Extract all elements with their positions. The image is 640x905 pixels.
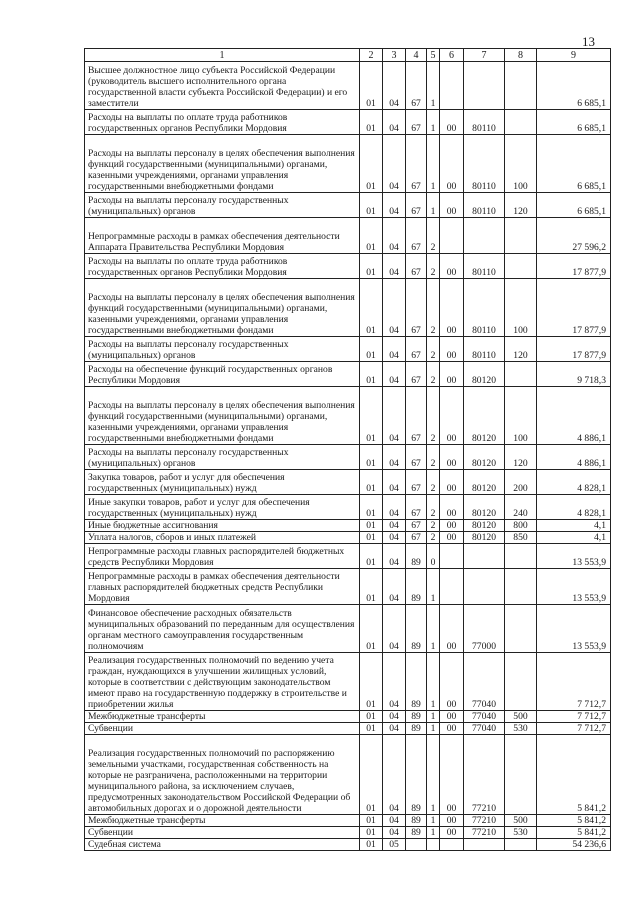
row-description: Расходы на выплаты персоналу государственных (муниципальных) органов <box>85 193 360 218</box>
direction-code: 77040 <box>464 711 505 723</box>
row-description: Непрограммные расходы в рамках обеспечения деятельности главных распорядителей бюджетных средств Республики Мордовия <box>85 569 360 605</box>
subprogram-code: 1 <box>427 569 440 605</box>
section-code: 01 <box>360 445 383 470</box>
header-cell: 4 <box>406 49 427 62</box>
program-code: 67 <box>406 193 427 218</box>
expense-type-code: 120 <box>505 193 537 218</box>
direction-code: 77210 <box>464 815 505 827</box>
header-cell: 9 <box>537 49 611 62</box>
row-description: Расходы на выплаты персоналу в целях обеспечения выполнения функций государственными (муниципальными) органами, казенными учреждениями, органами управления государственными внебюджетными фондами <box>85 279 360 337</box>
direction-code: 80110 <box>464 337 505 362</box>
amount: 7 712,7 <box>537 653 611 711</box>
program-code: 89 <box>406 569 427 605</box>
section-code: 01 <box>360 605 383 653</box>
section-code: 01 <box>360 827 383 839</box>
subprogram-code: 2 <box>427 362 440 387</box>
row-description: Субвенции <box>85 723 360 735</box>
direction-code <box>464 62 505 110</box>
expense-type-code: 240 <box>505 495 537 520</box>
program-code <box>406 839 427 851</box>
expense-type-code: 200 <box>505 470 537 495</box>
table-body <box>85 62 611 851</box>
section-code: 01 <box>360 735 383 815</box>
program-code: 67 <box>406 110 427 135</box>
measure-code: 00 <box>440 110 464 135</box>
expense-type-code <box>505 254 537 279</box>
row-description: Межбюджетные трансферты <box>85 815 360 827</box>
header-cell: 8 <box>505 49 537 62</box>
row-description: Реализация государственных полномочий по распоряжению земельными участками, государственная собственность на которые не разграничена, расположенными на территории муниципального района, за исключением случаев, предусмотренных законодательством Российской Федерации об автомобильных дорогах и о дорожной деятельности <box>85 735 360 815</box>
direction-code: 80120 <box>464 387 505 445</box>
amount: 4 886,1 <box>537 445 611 470</box>
table-row <box>85 815 611 827</box>
program-code: 67 <box>406 532 427 544</box>
subsection-code: 04 <box>383 827 406 839</box>
row-description: Межбюджетные трансферты <box>85 711 360 723</box>
table-row <box>85 193 611 218</box>
amount: 5 841,2 <box>537 827 611 839</box>
table-row <box>85 735 611 815</box>
subsection-code: 04 <box>383 445 406 470</box>
subprogram-code: 2 <box>427 337 440 362</box>
subprogram-code: 2 <box>427 387 440 445</box>
subsection-code: 04 <box>383 387 406 445</box>
table-row <box>85 569 611 605</box>
amount: 5 841,2 <box>537 815 611 827</box>
table-row <box>85 653 611 711</box>
section-code: 01 <box>360 815 383 827</box>
table-row <box>85 520 611 532</box>
budget-table <box>84 48 611 851</box>
direction-code <box>464 569 505 605</box>
subsection-code: 04 <box>383 470 406 495</box>
subsection-code: 04 <box>383 62 406 110</box>
direction-code: 80110 <box>464 193 505 218</box>
expense-type-code <box>505 62 537 110</box>
measure-code <box>440 569 464 605</box>
amount: 6 685,1 <box>537 135 611 193</box>
measure-code: 00 <box>440 653 464 711</box>
table-row <box>85 254 611 279</box>
expense-type-code <box>505 839 537 851</box>
amount: 17 877,9 <box>537 279 611 337</box>
header-cell: 6 <box>440 49 464 62</box>
program-code: 89 <box>406 815 427 827</box>
table-row <box>85 62 611 110</box>
direction-code: 77210 <box>464 735 505 815</box>
program-code: 89 <box>406 711 427 723</box>
amount: 6 685,1 <box>537 110 611 135</box>
table-row <box>85 723 611 735</box>
section-code: 01 <box>360 193 383 218</box>
subprogram-code: 1 <box>427 827 440 839</box>
row-description: Расходы на выплаты по оплате труда работников государственных органов Республики Мордовия <box>85 254 360 279</box>
measure-code: 00 <box>440 532 464 544</box>
amount: 9 718,3 <box>537 362 611 387</box>
subprogram-code: 2 <box>427 254 440 279</box>
table-row <box>85 827 611 839</box>
direction-code <box>464 544 505 569</box>
expense-type-code: 100 <box>505 135 537 193</box>
amount: 13 553,9 <box>537 569 611 605</box>
subprogram-code: 1 <box>427 653 440 711</box>
header-cell: 1 <box>85 49 360 62</box>
subsection-code: 04 <box>383 279 406 337</box>
subprogram-code: 1 <box>427 735 440 815</box>
expense-type-code: 800 <box>505 520 537 532</box>
section-code: 01 <box>360 62 383 110</box>
expense-type-code <box>505 218 537 254</box>
expense-type-code: 120 <box>505 337 537 362</box>
section-code: 01 <box>360 653 383 711</box>
subsection-code: 04 <box>383 135 406 193</box>
table-row <box>85 218 611 254</box>
section-code: 01 <box>360 362 383 387</box>
subsection-code: 04 <box>383 254 406 279</box>
page-number: 13 <box>582 34 595 49</box>
header-cell: 5 <box>427 49 440 62</box>
direction-code: 80120 <box>464 495 505 520</box>
row-description: Непрограммные расходы главных распорядителей бюджетных средств Республики Мордовия <box>85 544 360 569</box>
program-code: 89 <box>406 653 427 711</box>
row-description: Расходы на выплаты персоналу государственных (муниципальных) органов <box>85 337 360 362</box>
subprogram-code: 1 <box>427 711 440 723</box>
amount: 4,1 <box>537 520 611 532</box>
expense-type-code <box>505 605 537 653</box>
table-row <box>85 532 611 544</box>
amount: 13 553,9 <box>537 544 611 569</box>
section-code: 01 <box>360 279 383 337</box>
measure-code <box>440 544 464 569</box>
amount: 27 596,2 <box>537 218 611 254</box>
table-row <box>85 362 611 387</box>
table-row <box>85 605 611 653</box>
subprogram-code: 0 <box>427 544 440 569</box>
row-description: Высшее должностное лицо субъекта Российской Федерации (руководитель высшего исполнительного органа государственной власти субъекта Российской Федерации) и его заместители <box>85 62 360 110</box>
subprogram-code: 2 <box>427 445 440 470</box>
expense-type-code <box>505 569 537 605</box>
subsection-code: 04 <box>383 735 406 815</box>
direction-code: 80120 <box>464 520 505 532</box>
direction-code: 77040 <box>464 653 505 711</box>
measure-code: 00 <box>440 362 464 387</box>
amount: 6 685,1 <box>537 193 611 218</box>
direction-code: 80110 <box>464 279 505 337</box>
measure-code: 00 <box>440 470 464 495</box>
amount: 54 236,6 <box>537 839 611 851</box>
section-code: 01 <box>360 544 383 569</box>
program-code: 89 <box>406 723 427 735</box>
subprogram-code: 2 <box>427 218 440 254</box>
table-row <box>85 839 611 851</box>
section-code: 01 <box>360 723 383 735</box>
table-row <box>85 387 611 445</box>
program-code: 89 <box>406 605 427 653</box>
subsection-code: 04 <box>383 605 406 653</box>
row-description: Расходы на выплаты персоналу в целях обеспечения выполнения функций государственными (муниципальными) органами, казенными учреждениями, органами управления государственными внебюджетными фондами <box>85 387 360 445</box>
row-description: Расходы на выплаты персоналу государственных (муниципальных) органов <box>85 445 360 470</box>
program-code: 67 <box>406 470 427 495</box>
row-description: Иные закупки товаров, работ и услуг для обеспечения государственных (муниципальных) нужд <box>85 495 360 520</box>
expense-type-code: 530 <box>505 723 537 735</box>
direction-code: 77000 <box>464 605 505 653</box>
table-row <box>85 279 611 337</box>
measure-code: 00 <box>440 735 464 815</box>
row-description: Непрограммные расходы в рамках обеспечения деятельности Аппарата Правительства Республики Мордовия <box>85 218 360 254</box>
expense-type-code: 100 <box>505 387 537 445</box>
measure-code: 00 <box>440 135 464 193</box>
subsection-code: 04 <box>383 193 406 218</box>
expense-type-code: 500 <box>505 711 537 723</box>
measure-code: 00 <box>440 520 464 532</box>
amount: 17 877,9 <box>537 254 611 279</box>
expense-type-code <box>505 653 537 711</box>
amount: 5 841,2 <box>537 735 611 815</box>
subprogram-code: 1 <box>427 193 440 218</box>
subprogram-code: 1 <box>427 135 440 193</box>
amount: 7 712,7 <box>537 711 611 723</box>
subprogram-code: 1 <box>427 815 440 827</box>
program-code: 67 <box>406 387 427 445</box>
subprogram-code: 1 <box>427 62 440 110</box>
subsection-code: 04 <box>383 110 406 135</box>
expense-type-code <box>505 544 537 569</box>
section-code: 01 <box>360 569 383 605</box>
amount: 13 553,9 <box>537 605 611 653</box>
subprogram-code: 2 <box>427 495 440 520</box>
measure-code: 00 <box>440 495 464 520</box>
table-row <box>85 110 611 135</box>
measure-code <box>440 218 464 254</box>
row-description: Расходы на выплаты персоналу в целях обеспечения выполнения функций государственными (муниципальными) органами, казенными учреждениями, органами управления государственными внебюджетными фондами <box>85 135 360 193</box>
program-code: 67 <box>406 337 427 362</box>
table-row <box>85 135 611 193</box>
expense-type-code <box>505 110 537 135</box>
section-code: 01 <box>360 839 383 851</box>
table-row <box>85 495 611 520</box>
measure-code <box>440 62 464 110</box>
row-description: Расходы на выплаты по оплате труда работников государственных органов Республики Мордовия <box>85 110 360 135</box>
amount: 4,1 <box>537 532 611 544</box>
direction-code <box>464 218 505 254</box>
row-description: Расходы на обеспечение функций государственных органов Республики Мордовия <box>85 362 360 387</box>
subprogram-code: 1 <box>427 723 440 735</box>
direction-code: 80120 <box>464 445 505 470</box>
section-code: 01 <box>360 470 383 495</box>
program-code: 67 <box>406 254 427 279</box>
subsection-code: 05 <box>383 839 406 851</box>
subsection-code: 04 <box>383 815 406 827</box>
section-code: 01 <box>360 218 383 254</box>
header-cell: 2 <box>360 49 383 62</box>
row-description: Судебная система <box>85 839 360 851</box>
header-cell: 7 <box>464 49 505 62</box>
expense-type-code <box>505 362 537 387</box>
subprogram-code: 1 <box>427 605 440 653</box>
amount: 7 712,7 <box>537 723 611 735</box>
direction-code: 77040 <box>464 723 505 735</box>
program-code: 67 <box>406 279 427 337</box>
row-description: Иные бюджетные ассигнования <box>85 520 360 532</box>
program-code: 67 <box>406 495 427 520</box>
subsection-code: 04 <box>383 218 406 254</box>
section-code: 01 <box>360 532 383 544</box>
direction-code: 80120 <box>464 532 505 544</box>
program-code: 89 <box>406 827 427 839</box>
program-code: 67 <box>406 445 427 470</box>
amount: 4 828,1 <box>537 495 611 520</box>
row-description: Уплата налогов, сборов и иных платежей <box>85 532 360 544</box>
subsection-code: 04 <box>383 532 406 544</box>
subsection-code: 04 <box>383 653 406 711</box>
table-row <box>85 470 611 495</box>
expense-type-code: 500 <box>505 815 537 827</box>
section-code: 01 <box>360 110 383 135</box>
subsection-code: 04 <box>383 495 406 520</box>
measure-code: 00 <box>440 193 464 218</box>
section-code: 01 <box>360 135 383 193</box>
table-row <box>85 445 611 470</box>
program-code: 67 <box>406 218 427 254</box>
program-code: 89 <box>406 544 427 569</box>
amount: 17 877,9 <box>537 337 611 362</box>
section-code: 01 <box>360 495 383 520</box>
subsection-code: 04 <box>383 544 406 569</box>
amount: 4 828,1 <box>537 470 611 495</box>
header-cell: 3 <box>383 49 406 62</box>
subsection-code: 04 <box>383 569 406 605</box>
program-code: 67 <box>406 520 427 532</box>
section-code: 01 <box>360 387 383 445</box>
subprogram-code: 1 <box>427 110 440 135</box>
subprogram-code: 2 <box>427 532 440 544</box>
section-code: 01 <box>360 520 383 532</box>
row-description: Финансовое обеспечение расходных обязательств муниципальных образований по переданным для осуществления органам местного самоуправления государственным полномочиям <box>85 605 360 653</box>
table-header <box>85 49 611 62</box>
measure-code: 00 <box>440 827 464 839</box>
expense-type-code: 530 <box>505 827 537 839</box>
measure-code: 00 <box>440 711 464 723</box>
program-code: 89 <box>406 735 427 815</box>
table-row <box>85 544 611 569</box>
subsection-code: 04 <box>383 337 406 362</box>
amount: 6 685,1 <box>537 62 611 110</box>
subprogram-code: 2 <box>427 470 440 495</box>
measure-code: 00 <box>440 279 464 337</box>
program-code: 67 <box>406 135 427 193</box>
row-description: Закупка товаров, работ и услуг для обеспечения государственных (муниципальных) нужд <box>85 470 360 495</box>
amount: 4 886,1 <box>537 387 611 445</box>
program-code: 67 <box>406 62 427 110</box>
subsection-code: 04 <box>383 723 406 735</box>
direction-code: 80110 <box>464 110 505 135</box>
table-row <box>85 711 611 723</box>
direction-code: 80110 <box>464 135 505 193</box>
row-description: Реализация государственных полномочий по ведению учета граждан, нуждающихся в улучшении жилищных условий, которые в соответствии с действующим законодательством имеют право на государственную поддержку в строительстве и приобретении жилья <box>85 653 360 711</box>
section-code: 01 <box>360 254 383 279</box>
subsection-code: 04 <box>383 520 406 532</box>
expense-type-code: 120 <box>505 445 537 470</box>
measure-code: 00 <box>440 387 464 445</box>
measure-code <box>440 839 464 851</box>
direction-code <box>464 839 505 851</box>
direction-code: 80120 <box>464 362 505 387</box>
row-description: Субвенции <box>85 827 360 839</box>
measure-code: 00 <box>440 605 464 653</box>
subsection-code: 04 <box>383 711 406 723</box>
direction-code: 80110 <box>464 254 505 279</box>
table-row <box>85 337 611 362</box>
measure-code: 00 <box>440 445 464 470</box>
measure-code: 00 <box>440 254 464 279</box>
program-code: 67 <box>406 362 427 387</box>
expense-type-code: 850 <box>505 532 537 544</box>
section-code: 01 <box>360 337 383 362</box>
subprogram-code: 2 <box>427 279 440 337</box>
subsection-code: 04 <box>383 362 406 387</box>
direction-code: 77210 <box>464 827 505 839</box>
measure-code: 00 <box>440 815 464 827</box>
expense-type-code <box>505 735 537 815</box>
subprogram-code <box>427 839 440 851</box>
measure-code: 00 <box>440 337 464 362</box>
subprogram-code: 2 <box>427 520 440 532</box>
expense-type-code: 100 <box>505 279 537 337</box>
measure-code: 00 <box>440 723 464 735</box>
section-code: 01 <box>360 711 383 723</box>
direction-code: 80120 <box>464 470 505 495</box>
